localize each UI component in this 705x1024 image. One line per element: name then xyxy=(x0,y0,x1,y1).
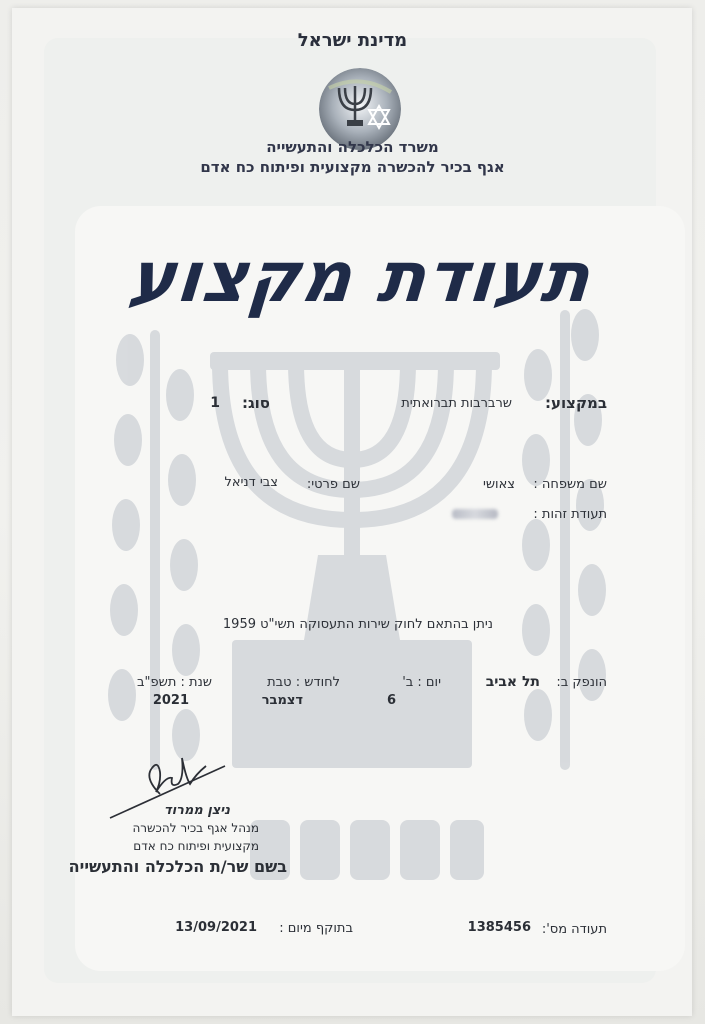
issue-place-label: הונפק ב: xyxy=(556,675,607,690)
issue-month-gregorian: דצמבר xyxy=(261,693,303,708)
certificate-number: 1385456 xyxy=(467,920,531,935)
redacted-id-number xyxy=(452,509,498,519)
division-name: אגף בכיר להכשרה מקצועית ופיתוח כח אדם xyxy=(200,158,505,176)
grade-label: סוג: xyxy=(241,394,270,412)
grade-value: 1 xyxy=(210,395,220,411)
issue-month-label: לחודש : טבת xyxy=(267,675,340,690)
issue-year-number: 2021 xyxy=(152,693,189,708)
signatory-name: ניצן ממרוד xyxy=(164,803,230,818)
issue-day-label: יום : ב' xyxy=(402,675,441,690)
valid-from-date: 13/09/2021 xyxy=(175,920,257,935)
issue-year-label: שנת : תשפ"ב xyxy=(137,675,212,690)
certificate-number-label: תעודה מס': xyxy=(541,922,607,937)
signatory-title-line-2: מקצועית ופיתוח כח אדם xyxy=(133,839,259,853)
profession-label: במקצוע: xyxy=(545,394,607,412)
issue-day-number: 6 xyxy=(386,693,396,708)
id-number-label: תעודת זהות : xyxy=(533,507,607,522)
law-reference: ניתן בהתאם לחוק שירות התעסוקה תשי"ט 1959 xyxy=(222,617,493,632)
last-name-label: שם משפחה : xyxy=(533,477,607,492)
valid-from-label: בתוקף מיום : xyxy=(279,921,353,936)
profession-value: שרברבות תברואתית xyxy=(401,396,512,411)
last-name-value: צאושי xyxy=(482,477,515,492)
first-name-label: שם פרטי: xyxy=(306,477,360,492)
first-name-value: צבי דניאל xyxy=(224,475,278,490)
signatory-title-line-1: מנהל אגף בכיר להכשרה xyxy=(132,821,259,835)
ministry-name: משרד הכלכלה והתעשייה xyxy=(266,138,439,156)
on-behalf-of-minister: בשם שר/ת הכלכלה והתעשייה xyxy=(68,857,287,876)
state-name: מדינת ישראל xyxy=(297,30,408,51)
certificate-title: תעודת מקצוע xyxy=(125,236,595,318)
issue-place-value: תל אביב xyxy=(485,674,540,690)
